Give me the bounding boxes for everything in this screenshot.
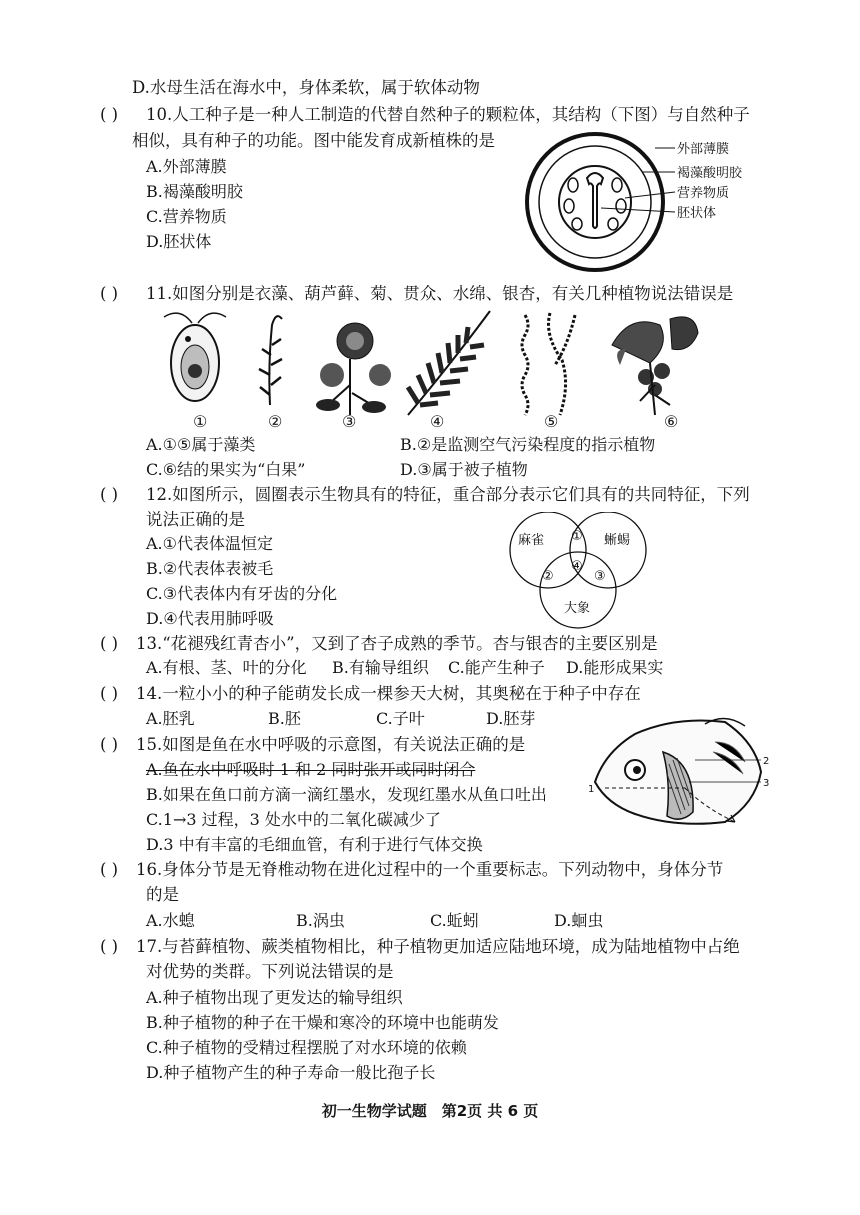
chrysanthemum-illustration (316, 323, 391, 415)
q13-option-d: D.能形成果实 (566, 658, 664, 677)
q15-stem: 15.如图是鱼在水中呼吸的示意图，有关说法正确的是 (136, 735, 526, 754)
q11-option-b: B.②是监测空气污染程度的指示植物 (400, 435, 656, 454)
q13-option-a: A.有根、茎、叶的分化 (146, 658, 307, 677)
q16-option-d: D.蛔虫 (554, 911, 604, 930)
artificial-seed-diagram (525, 130, 765, 275)
fish-label-3: 3 (763, 778, 770, 789)
q14-option-d: D.胚芽 (486, 709, 536, 728)
label-embryoid: 胚状体 (677, 206, 717, 221)
q11-number-2: ② (268, 412, 283, 431)
q16-answer-paren[interactable]: ( ) (100, 860, 119, 879)
q12-stem-line2: 说法正确的是 (146, 510, 245, 529)
q13-stem: 13.“花褪残红青杏小”，又到了杏子成熟的季节。杏与银杏的主要区别是 (136, 634, 658, 653)
q17-stem-line2: 对优势的类群。下列说法错误的是 (146, 962, 394, 981)
q15-answer-paren[interactable]: ( ) (100, 735, 119, 754)
q10-stem-line1: 10.人工种子是一种人工制造的代替自然种子的颗粒体，其结构（下图）与自然种子 (146, 105, 750, 124)
spirogyra-illustration (522, 313, 575, 415)
chlamydomonas-illustration (164, 313, 226, 401)
q10-option-a: A.外部薄膜 (146, 157, 227, 176)
q17-option-b: B.种子植物的种子在干燥和寒冷的环境中也能萌发 (146, 1013, 499, 1032)
venn-region-3: ③ (594, 569, 606, 584)
q11-option-c: C.⑥结的果实为“白果” (146, 460, 306, 479)
q10-answer-paren[interactable]: ( ) (100, 105, 119, 124)
q10-option-b: B.褐藻酸明胶 (146, 182, 243, 201)
fish-label-2: 2 (763, 756, 770, 767)
q14-option-a: A.胚乳 (146, 709, 195, 728)
q12-option-c: C.③代表体内有牙齿的分化 (146, 584, 338, 603)
q14-option-b: B.胚 (268, 709, 301, 728)
venn-region-1: ① (571, 529, 583, 544)
q13-option-b: B.有输导组织 (332, 658, 429, 677)
q11-answer-paren[interactable]: ( ) (100, 284, 119, 303)
q14-answer-paren[interactable]: ( ) (100, 684, 119, 703)
q11-number-6: ⑥ (664, 412, 679, 431)
q15-option-c: C.1→3 过程，3 处水中的二氧化碳减少了 (146, 810, 441, 829)
q15-option-a: A.鱼在水中呼吸时 1 和 2 同时张开或同时闭合 (146, 760, 476, 779)
q11-option-a: A.①⑤属于藻类 (146, 435, 256, 454)
venn-region-2: ② (542, 569, 554, 584)
q16-stem-line1: 16.身体分节是无脊椎动物在进化过程中的一个重要标志。下列动物中，身体分节 (136, 860, 724, 879)
venn-region-4: ④ (571, 559, 583, 574)
q12-option-b: B.②代表体表被毛 (146, 559, 274, 578)
q17-option-d: D.种子植物产生的种子寿命一般比孢子长 (146, 1063, 436, 1082)
q11-number-5: ⑤ (544, 412, 559, 431)
q13-option-c: C.能产生种子 (448, 658, 545, 677)
q10-option-c: C.营养物质 (146, 207, 227, 226)
q12-stem-line1: 12.如图所示，圆圈表示生物具有的特征，重合部分表示它们具有的共同特征，下列 (146, 485, 750, 504)
q11-number-4: ④ (430, 412, 445, 431)
q10-stem-line2: 相似，具有种子的功能。图中能发育成新植株的是 (132, 131, 495, 150)
venn-diagram (498, 512, 658, 632)
q11-number-1: ① (193, 412, 208, 431)
page-footer: 初一生物学试题 第2页 共 6 页 (321, 1102, 539, 1120)
q17-option-a: A.种子植物出现了更发达的输导组织 (146, 988, 403, 1007)
q12-option-a: A.①代表体温恒定 (146, 534, 273, 553)
venn-label-lizard: 蜥蜴 (604, 533, 631, 548)
q10-option-d: D.胚状体 (146, 232, 212, 251)
fern-illustration (408, 311, 490, 415)
q17-option-c: C.种子植物的受精过程摆脱了对水环境的依赖 (146, 1038, 467, 1057)
q16-option-c: C.蚯蚓 (430, 911, 479, 930)
q17-answer-paren[interactable]: ( ) (100, 937, 119, 956)
q12-option-d: D.④代表用肺呼吸 (146, 609, 274, 628)
q14-stem: 14.一粒小小的种子能萌发长成一棵参天大树，其奥秘在于种子中存在 (136, 684, 641, 703)
ginkgo-illustration (612, 317, 698, 415)
fish-respiration-diagram (585, 712, 775, 837)
q13-answer-paren[interactable]: ( ) (100, 634, 119, 653)
q16-stem-line2: 的是 (146, 885, 179, 904)
q16-option-b: B.涡虫 (296, 911, 345, 930)
q11-number-3: ③ (342, 412, 357, 431)
q16-option-a: A.水螅 (146, 911, 195, 930)
q11-option-d: D.③属于被子植物 (400, 460, 528, 479)
q14-option-c: C.子叶 (376, 709, 425, 728)
q15-option-d: D.3 中有丰富的毛细血管，有利于进行气体交换 (146, 835, 483, 854)
q17-stem-line1: 17.与苔藓植物、蕨类植物相比，种子植物更加适应陆地环境，成为陆地植物中占绝 (136, 937, 740, 956)
label-outer-membrane: 外部薄膜 (677, 142, 730, 157)
venn-label-elephant: 大象 (564, 601, 591, 616)
q11-stem: 11.如图分别是衣藻、葫芦藓、菊、贯众、水绵、银杏，有关几种植物说法错误是 (146, 284, 734, 303)
q12-answer-paren[interactable]: ( ) (100, 485, 119, 504)
fish-label-1: 1 (588, 784, 595, 795)
q9-option-d: D.水母生活在海水中，身体柔软，属于软体动物 (132, 78, 480, 97)
moss-illustration (259, 316, 282, 405)
venn-label-sparrow: 麻雀 (518, 533, 545, 548)
label-alginate-gel: 褐藻酸明胶 (677, 166, 743, 181)
q15-option-b: B.如果在鱼口前方滴一滴红墨水，发现红墨水从鱼口吐出 (146, 785, 547, 804)
label-nutrients: 营养物质 (677, 186, 730, 201)
